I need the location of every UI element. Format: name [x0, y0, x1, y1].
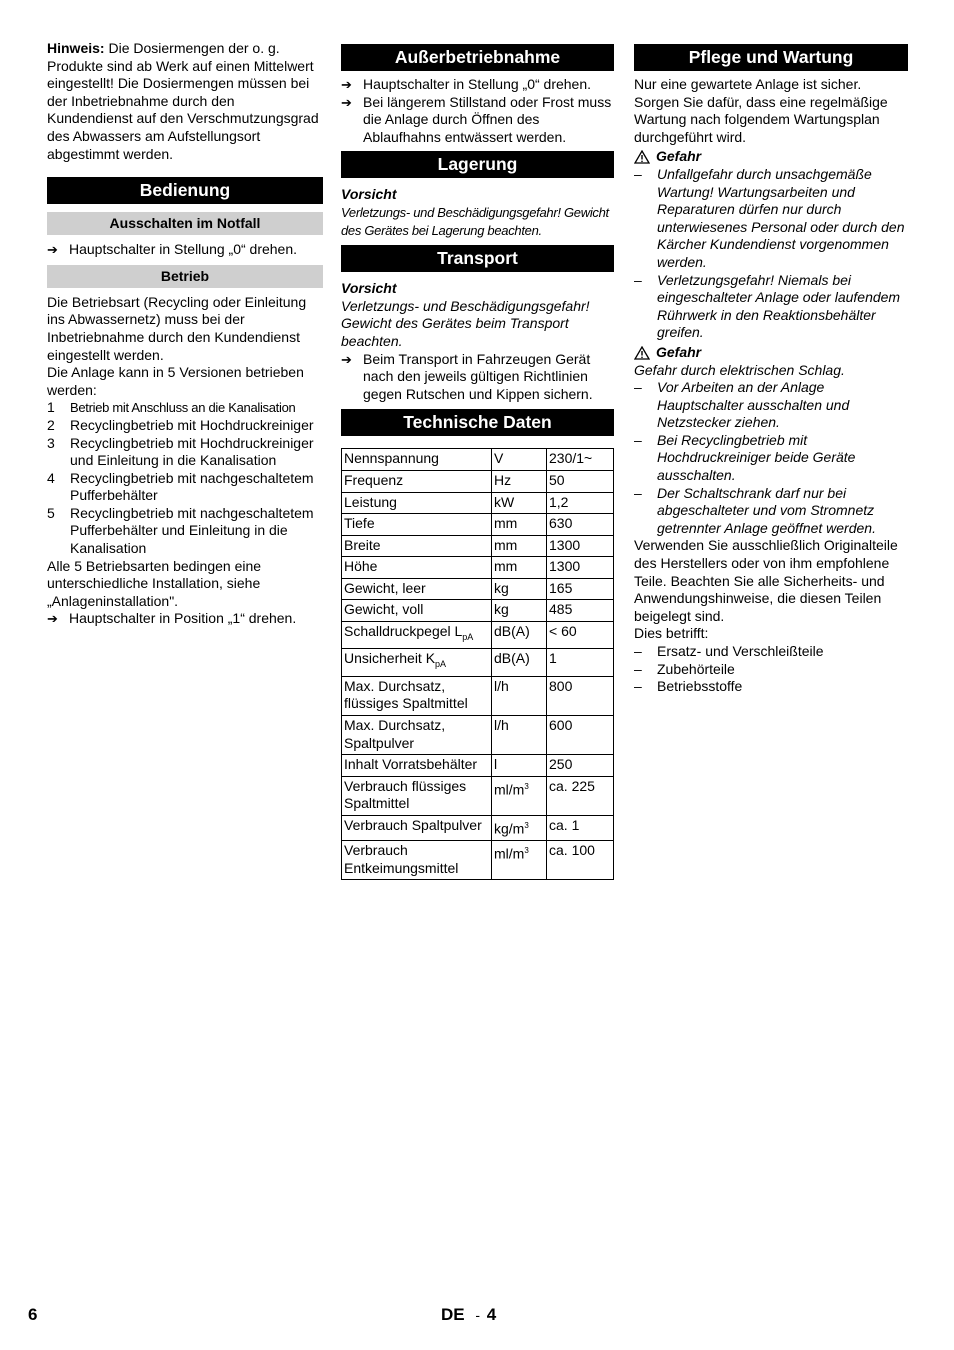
- heading-ausserbetriebnahme: Außerbetriebnahme: [341, 44, 614, 71]
- list-number: 4: [47, 469, 55, 486]
- table-row: [342, 776, 614, 815]
- table-cell-name: [342, 600, 492, 622]
- list-text: Recyclingbetrieb mit nachgeschaltetem Pufferbehälter: [70, 469, 314, 504]
- table-row: [342, 557, 614, 579]
- step-ausser-1: [341, 76, 614, 94]
- cell-text: 1,2: [549, 493, 569, 510]
- table-row: [342, 535, 614, 557]
- column-left: [47, 40, 323, 628]
- arrow-right-icon: ➔: [341, 94, 352, 110]
- cell-text: kg: [494, 579, 509, 596]
- cell-text: 50: [549, 471, 565, 488]
- cell-text: 165: [549, 579, 573, 596]
- table-cell-name: [342, 470, 492, 492]
- heading-technische-daten: Technische Daten: [341, 409, 614, 436]
- table-cell-unit: [492, 622, 547, 649]
- cell-text: 1: [549, 650, 557, 667]
- cell-text: 485: [549, 601, 573, 618]
- heading-ausschalten-notfall: Ausschalten im Notfall: [47, 212, 323, 235]
- cell-text: 1300: [549, 558, 581, 575]
- cell-text: V: [494, 450, 504, 467]
- list-text: Vor Arbeiten an der Anlage Hauptschalter ausschalten und Netzstecker ziehen.: [657, 379, 850, 431]
- versions-list: [47, 399, 323, 557]
- list-number: 5: [47, 504, 55, 521]
- cell-superscript: 3: [524, 846, 529, 856]
- list-number: 1: [47, 399, 55, 416]
- table-cell-value: [547, 776, 614, 815]
- table-cell-name: [342, 649, 492, 676]
- cell-text: ca. 1: [549, 817, 580, 833]
- cell-text: kg: [494, 601, 509, 618]
- list-item: [634, 485, 908, 538]
- arrow-right-icon: ➔: [341, 351, 352, 367]
- table-cell-value: [547, 676, 614, 715]
- table-cell-value: [547, 622, 614, 649]
- list-item: [47, 435, 323, 470]
- gefahr-label-1: [634, 148, 908, 166]
- table-cell-unit: [492, 776, 547, 815]
- column-middle: [341, 40, 614, 880]
- dash-bullet: –: [634, 165, 642, 182]
- cell-text: dB(A): [494, 623, 530, 640]
- step-notfall: [47, 241, 323, 259]
- table-cell-unit: [492, 535, 547, 557]
- table-cell-value: [547, 816, 614, 841]
- cell-text: Gewicht, voll: [344, 601, 424, 618]
- table-row: [342, 449, 614, 471]
- arrow-right-icon: ➔: [47, 611, 58, 627]
- list-text: Ersatz- und Verschleißteile: [657, 643, 824, 659]
- cell-text: Verbrauch flüssiges Spaltmittel: [344, 777, 467, 812]
- list-item: [634, 272, 908, 342]
- cell-text: Schalldruckpegel L: [344, 623, 463, 640]
- pflege-paragraph-1: Nur eine gewartete Anlage ist sicher. Sorgen Sie dafür, dass eine regelmäßige Wartung nach folgendem Wartungsplan durchgeführt wird.: [634, 76, 888, 145]
- cell-text: Inhalt Vorratsbehälter: [344, 756, 478, 773]
- table-cell-name: [342, 841, 492, 880]
- table-cell-name: [342, 755, 492, 777]
- cell-text: Max. Durchsatz, Spaltpulver: [344, 717, 446, 751]
- table-row: [342, 841, 614, 880]
- warning-triangle-icon: [634, 346, 650, 360]
- table-cell-value: [547, 600, 614, 622]
- cell-text: kW: [494, 493, 515, 510]
- list-text: Betrieb mit Anschluss an die Kanalisation: [70, 400, 296, 416]
- cell-text: Verbrauch Entkeimungsmittel: [344, 842, 459, 876]
- table-cell-name: [342, 578, 492, 600]
- table-cell-unit: [492, 816, 547, 841]
- step-ausser-2: [341, 94, 614, 147]
- list-text: Recyclingbetrieb mit Hochdruckreiniger und Einleitung in die Kanalisation: [70, 434, 314, 469]
- betrieb-paragraph-2: Die Anlage kann in 5 Versionen betrieben werden:: [47, 364, 304, 398]
- table-cell-unit: [492, 449, 547, 471]
- list-text: Verletzungsgefahr! Niemals bei eingeschalteter Anlage oder laufendem Rührwerk in den Reaktionsbehälter greifen.: [657, 271, 901, 341]
- vorsicht-label-lagerung: Vorsicht: [341, 186, 397, 203]
- heading-pflege-wartung: Pflege und Wartung: [634, 44, 908, 71]
- table-row: [342, 649, 614, 676]
- table-cell-unit: [492, 841, 547, 880]
- list-item: [634, 678, 908, 696]
- table-row: [342, 470, 614, 492]
- step-text: Hauptschalter in Stellung „0“ drehen.: [363, 76, 592, 92]
- table-row: [342, 578, 614, 600]
- cell-text: Tiefe: [344, 515, 375, 532]
- table-cell-value: [547, 841, 614, 880]
- list-number: 2: [47, 416, 55, 433]
- table-cell-value: [547, 557, 614, 579]
- list-text: Betriebsstoffe: [657, 678, 743, 695]
- heading-transport: Transport: [341, 245, 614, 272]
- step-text: Bei längerem Stillstand oder Frost muss die Anlage durch Öffnen des Ablaufhahns entwässert werden.: [363, 93, 612, 145]
- dash-bullet: –: [634, 660, 642, 677]
- table-row: [342, 622, 614, 649]
- list-item: [634, 661, 908, 679]
- table-cell-name: [342, 557, 492, 579]
- transport-warning-text: Verletzungs- und Beschädigungsgefahr! Gewicht des Gerätes beim Transport beachten.: [341, 297, 590, 349]
- step-text: Beim Transport in Fahrzeugen Gerät nach den jeweils gültigen Richtlinien gegen Rutschen und Kippen sichern.: [363, 350, 593, 402]
- list-text: Bei Recyclingbetrieb mit Hochdruckreiniger beide Geräte ausschalten.: [657, 431, 856, 484]
- table-cell-value: [547, 578, 614, 600]
- cell-text: l: [494, 756, 498, 773]
- table-cell-name: [342, 676, 492, 715]
- cell-text: ca. 100: [549, 842, 595, 859]
- cell-superscript: 3: [524, 781, 529, 791]
- page-number: 6: [28, 1305, 38, 1324]
- cell-text: Frequenz: [344, 471, 404, 488]
- table-cell-value: [547, 470, 614, 492]
- step-text: Hauptschalter in Position „1“ drehen.: [69, 610, 297, 627]
- cell-subscript: pA: [462, 631, 474, 642]
- table-cell-unit: [492, 578, 547, 600]
- dash-bullet: –: [634, 484, 642, 501]
- gefahr-2-text: Gefahr durch elektrischen Schlag.: [634, 361, 845, 378]
- cell-text: 230/1~: [549, 450, 593, 467]
- cell-text: Leistung: [344, 493, 397, 510]
- cell-text: Hz: [494, 471, 512, 488]
- lagerung-warning-text: Verletzungs- und Beschädigungsgefahr! Gewicht des Gerätes bei Lagerung beachten.: [341, 204, 609, 238]
- table-cell-value: [547, 449, 614, 471]
- list-item: [634, 432, 908, 485]
- cell-text: 630: [549, 515, 573, 532]
- table-cell-unit: [492, 676, 547, 715]
- cell-text: l/h: [494, 677, 509, 694]
- cell-text: mm: [494, 536, 518, 553]
- technical-data-table: [341, 448, 614, 880]
- footer-separator: -: [475, 1307, 481, 1323]
- list-text: Zubehörteile: [657, 660, 735, 677]
- list-item: [47, 417, 323, 435]
- list-item: [47, 505, 323, 558]
- hinweis-paragraph: [47, 40, 323, 163]
- list-item: [634, 643, 908, 661]
- column-right: [634, 40, 908, 696]
- table-cell-unit: [492, 755, 547, 777]
- heading-betrieb: Betrieb: [47, 265, 323, 288]
- list-item: [47, 470, 323, 505]
- dash-bullet: –: [634, 379, 642, 396]
- betrieb-paragraph-1: Die Betriebsart (Recycling oder Einleitung ins Abwassernetz) muss bei der Inbetriebnahme durch den Kundendienst eingestellt werden.: [47, 293, 307, 363]
- table-row: [342, 716, 614, 755]
- cell-text: 1300: [549, 536, 581, 553]
- table-cell-unit: [492, 492, 547, 514]
- table-cell-value: [547, 755, 614, 777]
- table-cell-name: [342, 816, 492, 841]
- table-cell-value: [547, 492, 614, 514]
- heading-lagerung: Lagerung: [341, 151, 614, 178]
- cell-text: mm: [494, 515, 518, 532]
- table-cell-unit: [492, 514, 547, 536]
- list-item: [47, 399, 323, 417]
- list-text: Unfallgefahr durch unsachgemäße Wartung! Wartungsarbeiten und Reparaturen dürfen nur durch unterwiesenes Personal oder durch den Kärcher Kundendienst vorgenommen werden.: [657, 165, 905, 270]
- table-row: [342, 816, 614, 841]
- table-row: [342, 755, 614, 777]
- arrow-right-icon: ➔: [47, 242, 58, 258]
- table-cell-value: [547, 535, 614, 557]
- table-cell-value: [547, 716, 614, 755]
- table-cell-value: [547, 514, 614, 536]
- cell-text: Nennspannung: [344, 450, 439, 467]
- list-text: Recyclingbetrieb mit Hochdruckreiniger: [70, 416, 314, 433]
- hinweis-label: Hinweis:: [47, 40, 105, 56]
- pflege-paragraph-3: Dies betrifft:: [634, 625, 709, 642]
- table-cell-name: [342, 716, 492, 755]
- cell-text: dB(A): [494, 650, 530, 667]
- step-betrieb: [47, 610, 323, 628]
- list-item: [634, 379, 908, 432]
- cell-text: Unsicherheit K: [344, 650, 436, 667]
- dash-bullet: –: [634, 431, 642, 448]
- vorsicht-label-transport: Vorsicht: [341, 280, 397, 297]
- table-cell-value: [547, 649, 614, 676]
- table-cell-unit: [492, 600, 547, 622]
- cell-text: Verbrauch Spaltpulver: [344, 817, 482, 833]
- table-row: [342, 600, 614, 622]
- cell-text: ca. 225: [549, 777, 595, 794]
- list-number: 3: [47, 434, 55, 451]
- cell-text: Höhe: [344, 558, 378, 575]
- table-cell-name: [342, 535, 492, 557]
- cell-subscript: pA: [435, 659, 447, 670]
- table-cell-name: [342, 622, 492, 649]
- cell-text: l/h: [494, 717, 509, 734]
- pflege-paragraph-2: Verwenden Sie ausschließlich Originalteile des Herstellers oder von ihm empfohlene Teile. Beachten Sie alle Sicherheits- und Anwendungshinweise, die diesen Teilen beigelegt sind.: [634, 537, 898, 624]
- dash-bullet: –: [634, 643, 642, 659]
- cell-text: Gewicht, leer: [344, 579, 426, 596]
- footer-lang: DE: [441, 1305, 465, 1324]
- step-transport: [341, 351, 614, 404]
- step-text: Hauptschalter in Stellung „0“ drehen.: [69, 241, 298, 258]
- cell-text: ml/m: [494, 845, 525, 862]
- footer-language-page: [441, 1306, 496, 1325]
- table-cell-name: [342, 514, 492, 536]
- list-text: Recyclingbetrieb mit nachgeschaltetem Pufferbehälter und Einleitung in die Kanalisation: [70, 504, 314, 557]
- cell-superscript: 3: [524, 821, 529, 830]
- betrieb-paragraph-3: Alle 5 Betriebsarten bedingen eine unterschiedliche Installation, siehe „Anlageninstallation".: [47, 557, 262, 609]
- cell-text: ml/m: [494, 781, 525, 798]
- table-cell-unit: [492, 716, 547, 755]
- dash-bullet: –: [634, 678, 642, 695]
- list-text: Der Schaltschrank darf nur bei abgeschalteter und vom Stromnetz getrennter Anlage geöffnet werden.: [657, 484, 876, 536]
- warning-triangle-icon: [634, 150, 650, 164]
- heading-bedienung: Bedienung: [47, 177, 323, 204]
- cell-text: < 60: [549, 623, 577, 640]
- cell-text: 250: [549, 756, 573, 773]
- cell-text: 800: [549, 677, 573, 694]
- table-cell-name: [342, 449, 492, 471]
- arrow-right-icon: ➔: [341, 77, 352, 92]
- gefahr-label-text: Gefahr: [656, 343, 702, 360]
- table-row: [342, 514, 614, 536]
- hinweis-text: Die Dosiermengen der o. g. Produkte sind ab Werk auf einen Mittelwert eingestellt! Die Dosiermengen müssen bei der Inbetriebnahme durch den Kundendienst auf den Verschmutzungsgrad des Abwassers am Aufstellungsort abgestimmt werden.: [47, 40, 319, 162]
- table-row: [342, 676, 614, 715]
- cell-text: mm: [494, 558, 518, 575]
- table-cell-name: [342, 492, 492, 514]
- table-cell-name: [342, 776, 492, 815]
- table-row: [342, 492, 614, 514]
- cell-text: kg/m: [494, 820, 525, 837]
- cell-text: 600: [549, 717, 573, 734]
- gefahr-label-text: Gefahr: [656, 148, 702, 165]
- table-cell-unit: [492, 557, 547, 579]
- footer-sub-page: 4: [486, 1305, 497, 1324]
- gefahr-label-2: [634, 344, 908, 362]
- table-cell-unit: [492, 649, 547, 676]
- dash-bullet: –: [634, 271, 642, 288]
- list-item: [634, 166, 908, 272]
- table-cell-unit: [492, 470, 547, 492]
- cell-text: Max. Durchsatz, flüssiges Spaltmittel: [344, 677, 468, 712]
- cell-text: Breite: [344, 536, 381, 553]
